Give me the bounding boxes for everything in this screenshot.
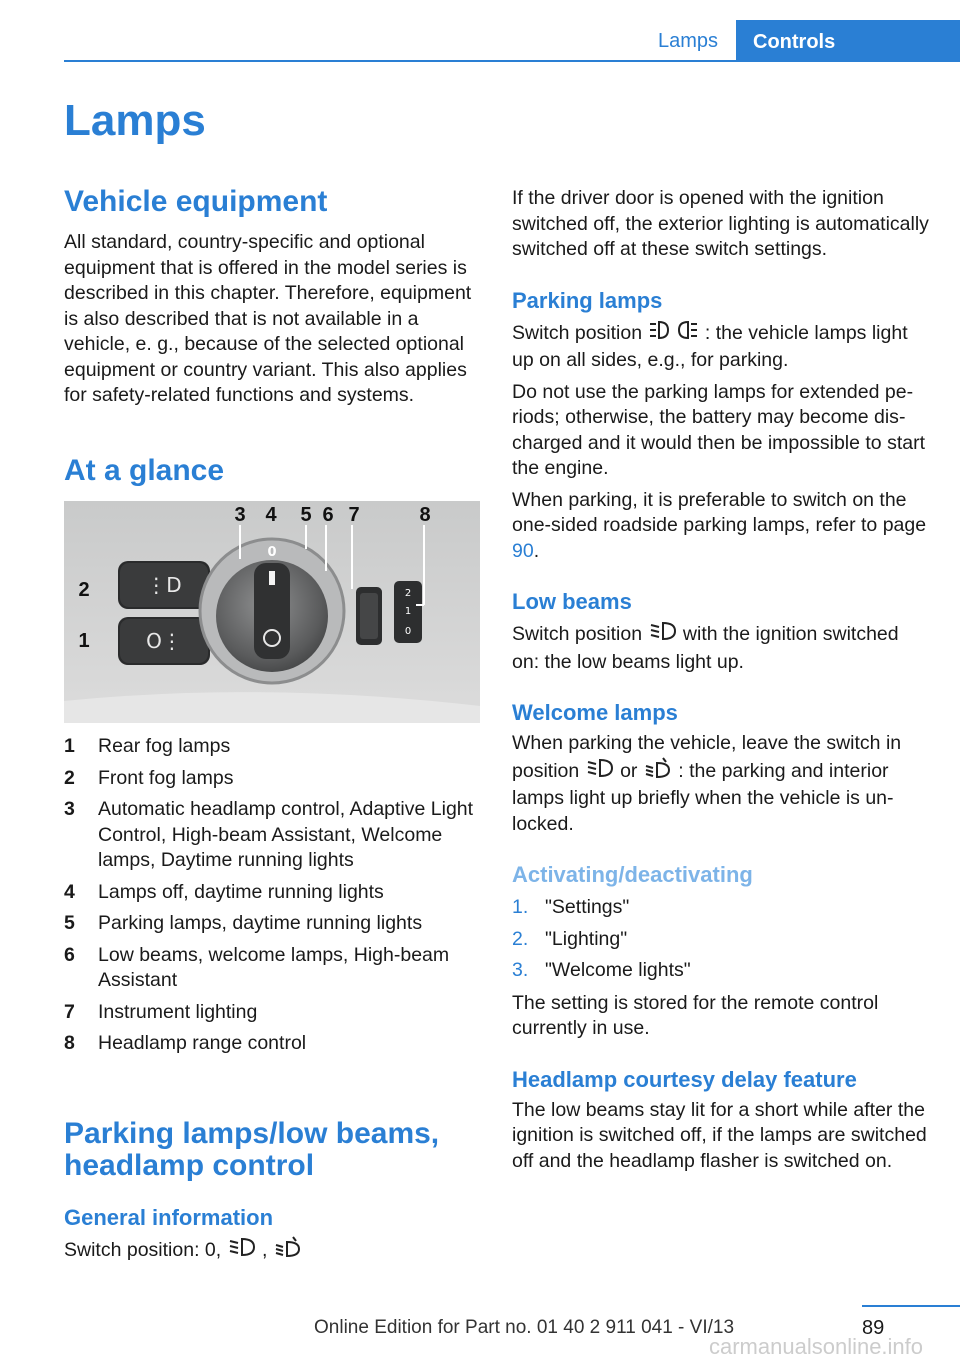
header-section-label: Lamps	[657, 30, 719, 52]
callout-8: 8	[419, 504, 431, 526]
legend-num: 5	[64, 912, 75, 934]
legend-num: 2	[64, 766, 75, 789]
legend-text: Lamps off, daytime running lights	[98, 880, 384, 903]
legend-text: Low beams, welcome lamps, High-beam Assistant	[98, 943, 450, 991]
low-beam-icon	[585, 757, 615, 787]
callout-4: 4	[265, 504, 277, 526]
range-label-1: 1	[404, 606, 412, 617]
legend-num: 1	[64, 735, 75, 757]
legend-item	[64, 734, 480, 760]
page-number: 89	[862, 1317, 885, 1339]
light-switch-figure	[64, 501, 480, 723]
figure-legend	[64, 734, 480, 1057]
parking-lamps-icon	[648, 319, 700, 349]
header-rule	[64, 60, 960, 62]
intro-text: If the driver door is opened with the ignition switched off, the exterior lighting is automatically switched off at these switch settings.	[512, 187, 929, 260]
low-beam-icon	[227, 1236, 257, 1266]
legend-num: 8	[64, 1032, 75, 1054]
online-edition-note: Online Edition for Part no. 01 40 2 911 041 - VI/13	[314, 1317, 735, 1338]
activating-heading: Activating/deactivating	[512, 862, 753, 887]
parking-lamps-suffix: : the vehicle lamps light up on all sides, e.g., for parking.	[512, 321, 908, 371]
legend-item	[64, 943, 480, 994]
legend-num: 4	[64, 880, 75, 903]
light-switch-illustration	[64, 501, 480, 723]
reference-prefix: When parking, it is preferable to switch on the one-sided roadside parking lamps, refer to page	[512, 488, 927, 536]
step-text: "Settings"	[545, 896, 630, 918]
low-beams-suffix: with the ignition switched on: the low beams light up.	[512, 622, 899, 673]
legend-text: Instrument lighting	[98, 1000, 258, 1023]
callout-2: 2	[78, 579, 90, 601]
legend-text: Front fog lamps	[98, 766, 234, 789]
callout-6: 6	[322, 504, 334, 526]
parking-lamps-prefix: Switch position	[512, 321, 643, 344]
legend-num: 6	[64, 943, 75, 966]
welcome-prefix: When parking the vehicle, leave the switch in position	[512, 732, 902, 782]
vehicle-equipment-section	[64, 185, 482, 487]
general-information-heading: General information	[64, 1205, 274, 1230]
courtesy-delay-heading: Headlamp courtesy delay feature	[512, 1066, 857, 1092]
legend-text: Headlamp range control	[98, 1032, 307, 1054]
legend-text: Rear fog lamps	[98, 735, 231, 757]
parking-lamps-section	[64, 1118, 482, 1266]
list-item	[512, 927, 930, 953]
vehicle-equipment-text: All standard, country-specific and optional equipment that is offered in the model series is described in this chapter. Therefore, equipment is also described that is not available in a vehicle, e. g., because of the selected optional equipment or country variant. This also applies for safety-related functions and systems.	[64, 231, 472, 406]
parking-lamps-text	[512, 319, 930, 374]
dial-position-0: 0	[267, 545, 277, 560]
step-num: 2.	[512, 927, 529, 950]
footer-rule	[862, 1305, 960, 1307]
low-beams-prefix: Switch position	[512, 622, 643, 645]
reference-suffix: .	[533, 539, 540, 562]
low-beams-text	[512, 620, 930, 675]
parking-lamps-warning: Do not use the parking lamps for extended periods; otherwise, the battery may become discharged and it would then be impossible to start the engine.	[512, 380, 925, 479]
step-text: "Lighting"	[545, 927, 628, 950]
parking-lamps-reference	[512, 488, 930, 565]
welcome-or: or	[620, 759, 638, 782]
list-item	[512, 958, 930, 984]
legend-num: 7	[64, 1000, 75, 1023]
activation-steps	[512, 895, 930, 984]
automatic-headlamp-icon	[273, 1236, 303, 1266]
welcome-suffix: : the parking and interior lamps light up briefly when the vehicle is unlocked.	[512, 759, 894, 835]
low-beam-icon	[648, 620, 678, 650]
range-label-0: 0	[404, 626, 412, 637]
step-num: 3.	[512, 959, 529, 981]
at-a-glance-heading: At a glance	[64, 453, 225, 487]
list-item	[512, 895, 930, 921]
courtesy-delay-text: The low beams stay lit for a short while after the ignition is switched off, if the lamps are switched off and the headlamp flasher is switched on.	[512, 1098, 927, 1172]
activation-note: The setting is stored for the remote control currently in use.	[512, 991, 879, 1039]
callout-1: 1	[78, 630, 90, 652]
legend-text: Parking lamps, daytime running lights	[98, 912, 423, 934]
legend-item	[64, 880, 480, 906]
welcome-lamps-heading: Welcome lamps	[512, 700, 678, 725]
step-text: "Welcome lights"	[545, 959, 691, 981]
legend-item	[64, 1000, 480, 1026]
legend-item	[64, 766, 480, 792]
callout-3: 3	[234, 504, 246, 526]
callout-5: 5	[300, 504, 312, 526]
low-beams-heading: Low beams	[512, 589, 632, 614]
page-title: Lamps	[64, 96, 206, 145]
header-tab-controls[interactable]: Controls	[736, 20, 960, 62]
legend-item	[64, 797, 480, 874]
legend-num: 3	[64, 798, 75, 820]
vehicle-equipment-heading: Vehicle equipment	[64, 185, 328, 218]
parking-lamps-subheading: Parking lamps	[512, 287, 663, 313]
legend-item	[64, 1031, 480, 1057]
range-label-2: 2	[404, 588, 412, 599]
callout-7: 7	[348, 504, 360, 526]
watermark: carmanualsonline.info	[709, 1334, 924, 1359]
legend-item	[64, 911, 480, 937]
step-num: 1.	[512, 896, 529, 918]
front-fog-icon: ⋮D	[146, 573, 182, 597]
switch-position-prefix: Switch position: 0,	[64, 1238, 222, 1261]
page-90-link[interactable]: 90	[512, 539, 534, 562]
right-column	[512, 186, 930, 1174]
automatic-headlamp-icon	[643, 757, 673, 787]
parking-lamps-heading: Parking lamps/low beams, headlamp control	[64, 1117, 440, 1182]
welcome-lamps-text	[512, 731, 930, 837]
legend-text: Automatic headlamp control, Adaptive Light Control, High-beam Assistant, Welcome lamps, Daytime running lights	[98, 798, 474, 871]
rear-fog-icon: O⋮	[146, 629, 182, 653]
switch-position-separator: ,	[262, 1238, 268, 1261]
switch-position-text	[64, 1236, 482, 1266]
